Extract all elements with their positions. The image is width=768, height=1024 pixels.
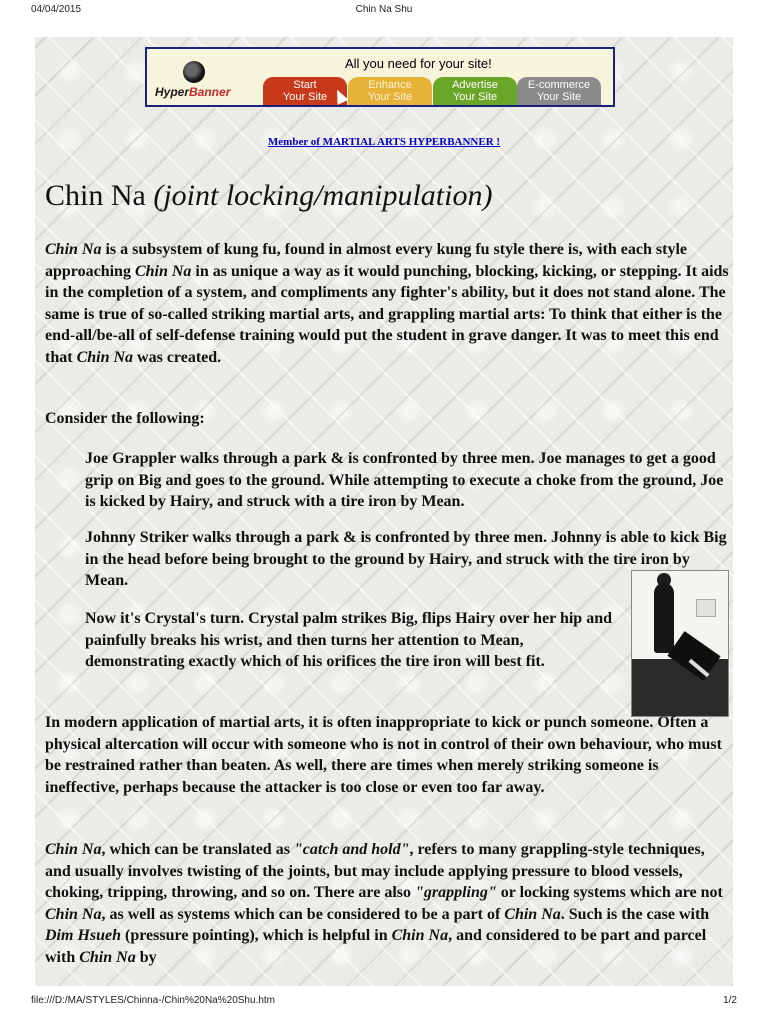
paragraph-text: , as well as systems which can be considered to be a part of bbox=[101, 905, 505, 923]
tab-label: Advertise bbox=[452, 79, 498, 91]
term-chin-na: Chin Na bbox=[45, 241, 102, 258]
paragraph-text: , which can be translated as bbox=[101, 841, 294, 858]
page-title bbox=[45, 179, 492, 213]
logo-hyper-text: Hyper bbox=[155, 85, 190, 99]
print-page-number: 1/2 bbox=[723, 995, 737, 1006]
modern-application-paragraph: In modern application of martial arts, it is often inappropriate to kick or punch someone. Often a physical altercation will occur with someone who is not in control of their own behaviour, who must be restrained rather than beaten. As well, there are times when merely striking someone is ineffective, perhaps because the attacker is too close or even too far away. bbox=[45, 714, 722, 796]
intro-paragraph bbox=[45, 239, 731, 369]
print-header bbox=[0, 0, 768, 20]
paragraph-text: . Such is the case with bbox=[560, 905, 710, 923]
term-chin-na: Chin Na bbox=[45, 905, 102, 923]
tab-sublabel: Your Site bbox=[282, 91, 328, 103]
hyperbanner-ad[interactable] bbox=[145, 47, 615, 107]
consider-paragraph: Consider the following: bbox=[45, 410, 205, 427]
term-chin-na: Chin Na bbox=[134, 262, 192, 280]
title-main: Chin Na bbox=[45, 179, 154, 212]
photo-floor bbox=[632, 659, 728, 716]
logo-banner-text: Banner bbox=[189, 85, 231, 99]
paragraph-text: or locking systems which are not bbox=[496, 884, 723, 902]
photo-window bbox=[696, 599, 716, 617]
tab-sublabel: Your Site bbox=[536, 91, 582, 103]
term-chin-na: Chin Na bbox=[79, 948, 136, 966]
tab-label: E-commerce bbox=[527, 79, 591, 91]
scenario-crystal-paragraph: Now it's Crystal's turn. Crystal palm strikes Big, flips Hairy over her hip and painfully breaks his wrist, and then turns her attention to Mean, demonstrating exactly which of his orifices the tire iron will best fit. bbox=[85, 610, 612, 671]
banner-tagline: All you need for your site! bbox=[345, 56, 492, 71]
tab-label: Start bbox=[293, 79, 317, 91]
term-chin-na: Chin Na bbox=[45, 841, 102, 858]
term-chin-na: Chin Na bbox=[391, 927, 449, 945]
paragraph-text: in as unique a way as it would punching, blocking, kicking, or stepping. It aids in the completion of a system, and compliments any fighter's ability, but it does not stand alone. The same is true of so-called striking martial arts, and grappling martial arts: To think that either is the end-all/be-all of self-defense training would put the student in grave danger. It was to meet this end that bbox=[45, 262, 729, 366]
print-date: 04/04/2015 bbox=[31, 4, 82, 15]
photo-person-standing bbox=[654, 583, 674, 653]
term-chin-na: Chin Na bbox=[504, 905, 561, 923]
paragraph-text: was created. bbox=[133, 348, 222, 366]
paragraph-text: by bbox=[135, 948, 157, 966]
tab-sublabel: Your Site bbox=[452, 91, 498, 103]
term-chin-na: Chin Na bbox=[76, 348, 134, 366]
hyperbanner-logo bbox=[155, 85, 230, 99]
paragraph-text: , and considered to be part and parcel with bbox=[45, 927, 707, 966]
print-page-title: Chin Na Shu bbox=[355, 4, 413, 15]
page-content bbox=[35, 37, 733, 986]
enhance-your-site-tab[interactable] bbox=[348, 77, 432, 105]
member-link[interactable]: Member of MARTIAL ARTS HYPERBANNER ! bbox=[267, 136, 501, 148]
scenario-johnny-paragraph: Johnny Striker walks through a park & is confronted by three men. Johnny is able to kick Big in the head before being brought to the ground by Hairy, and struck with the tire iron by Mean. bbox=[85, 529, 727, 590]
paragraph-text: , refers to many grappling-style techniques, and usually involves twisting of the joints, but may include applying pressure to blood vessels, choking, tripping, throwing, and so on. There are also bbox=[45, 841, 705, 902]
tab-sublabel: Your Site bbox=[367, 91, 413, 103]
term-dim-hsueh: Dim Hsueh bbox=[45, 927, 122, 945]
paragraph-text: (pressure pointing), which is helpful in bbox=[121, 927, 392, 945]
title-subtitle: (joint locking/manipulation) bbox=[153, 179, 493, 212]
quote-catch-and-hold: "catch and hold" bbox=[293, 841, 410, 858]
tab-label: Enhance bbox=[368, 79, 412, 91]
print-footer bbox=[0, 991, 768, 1011]
globe-icon bbox=[183, 61, 205, 83]
start-your-site-tab[interactable] bbox=[263, 77, 347, 105]
chin-na-demonstration-photo bbox=[631, 570, 729, 717]
ecommerce-your-site-tab[interactable] bbox=[517, 77, 601, 105]
translation-paragraph bbox=[45, 839, 731, 969]
advertise-your-site-tab[interactable] bbox=[433, 77, 517, 105]
scenario-joe-paragraph: Joe Grappler walks through a park & is confronted by three men. Joe manages to get a good grip on Big and goes to the ground. While attempting to execute a choke from the ground, Joe is kicked by Hairy, and struck with a tire iron by Mean. bbox=[85, 450, 724, 511]
quote-grappling: "grappling" bbox=[415, 884, 497, 902]
print-file-path: file:///D:/MA/STYLES/Chinna-/Chin%20Na%20Shu.htm bbox=[31, 995, 275, 1006]
paragraph-text: is a subsystem of kung fu, found in almost every kung fu style there is, with each style approaching bbox=[45, 241, 687, 280]
